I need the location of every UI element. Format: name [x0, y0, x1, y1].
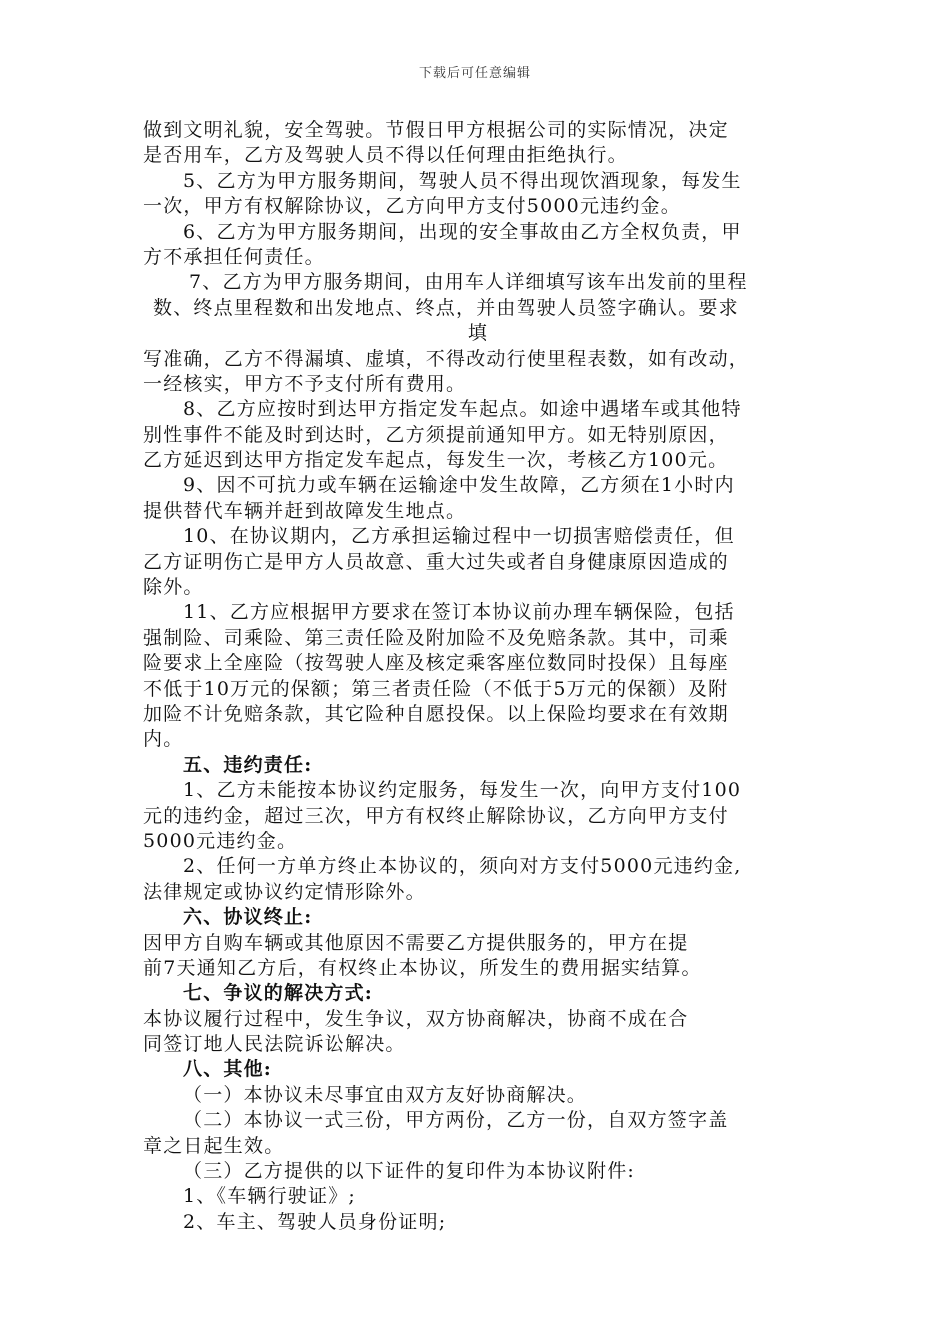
text-line: 法律规定或协议约定情形除外。 [143, 880, 426, 903]
text-line: （二）本协议一式三份，甲方两份，乙方一份，自双方签字盖 [183, 1109, 729, 1132]
text-line: 10、在协议期内，乙方承担运输过程中一切损害赔偿责任，但 [183, 525, 735, 548]
text-line: 做到文明礼貌，安全驾驶。节假日甲方根据公司的实际情况，决定 [143, 119, 729, 141]
section-heading: 八、其他: [183, 1058, 273, 1081]
text-line: 元的违约金，超过三次，甲方有权终止解除协议，乙方向甲方支付 [143, 804, 729, 827]
text-line: 一次，甲方有权解除协议，乙方向甲方支付5000元违约金。 [143, 195, 681, 218]
text-line: 因甲方自购车辆或其他原因不需要乙方提供服务的，甲方在提 [143, 931, 689, 954]
text-line: 险要求上全座险（按驾驶人座及核定乘客座位数同时投保）且每座 [143, 652, 729, 675]
text-line: 方不承担任何责任。 [143, 245, 325, 268]
text-line: 乙方延迟到达甲方指定发车起点，每发生一次，考核乙方100元。 [143, 449, 729, 472]
text-line: 同签订地人民法院诉讼解决。 [143, 1033, 406, 1056]
document-body [143, 118, 813, 1235]
text-line: 除外。 [143, 576, 204, 599]
text-line: 2、任何一方单方终止本协议的，须向对方支付5000元违约金, [183, 855, 742, 878]
text-line: 乙方证明伤亡是甲方人员故意、重大过失或者自身健康原因造成的 [143, 550, 729, 573]
text-line: 数、终点里程数和出发地点、终点，并由驾驶人员签字确认。要求 [153, 296, 739, 319]
text-line: 内。 [143, 728, 184, 751]
text-line: （一）本协议未尽事宜由双方友好协商解决。 [183, 1083, 588, 1106]
text-line: 1、乙方未能按本协议约定服务，每发生一次，向甲方支付100 [183, 779, 742, 802]
text-line: 本协议履行过程中，发生争议，双方协商解决，协商不成在合 [143, 1007, 689, 1030]
section-heading: 六、协议终止: [183, 906, 313, 929]
section-heading: 五、违约责任: [183, 753, 313, 776]
text-line: 1、《车辆行驶证》; [183, 1185, 356, 1208]
text-line: 5000元违约金。 [143, 829, 298, 852]
text-line: 加险不计免赔条款，其它险种自愿投保。以上保险均要求在有效期 [143, 702, 729, 725]
text-line: 5、乙方为甲方服务期间，驾驶人员不得出现饮酒现象，每发生 [183, 169, 742, 192]
text-line: 2、车主、驾驶人员身份证明; [183, 1210, 447, 1233]
section-heading: 七、争议的解决方式: [183, 982, 374, 1005]
text-line: 提供替代车辆并赶到故障发生地点。 [143, 499, 467, 522]
text-line: 别性事件不能及时到达时，乙方须提前通知甲方。如无特别原因， [143, 423, 729, 446]
text-line: 填 [467, 322, 489, 345]
text-line: 强制险、司乘险、第三责任险及附加险不及免赔条款。其中，司乘 [143, 626, 729, 649]
text-line: 是否用车，乙方及驾驶人员不得以任何理由拒绝执行。 [143, 144, 628, 167]
text-line: 不低于10万元的保额；第三者责任险（不低于5万元的保额）及附 [143, 677, 729, 700]
text-line: （三）乙方提供的以下证件的复印件为本协议附件: [183, 1160, 636, 1183]
text-line: 章之日起生效。 [143, 1134, 285, 1157]
text-line: 6、乙方为甲方服务期间，出现的安全事故由乙方全权负责，甲 [183, 220, 742, 243]
text-line: 9、因不可抗力或车辆在运输途中发生故障，乙方须在1小时内 [183, 474, 735, 497]
text-line: 前7天通知乙方后，有权终止本协议，所发生的费用据实结算。 [143, 956, 702, 979]
text-line: 一经核实，甲方不予支付所有费用。 [143, 372, 467, 395]
page-header: 下载后可任意编辑 [418, 66, 531, 81]
text-line: 11、乙方应根据甲方要求在签订本协议前办理车辆保险，包括 [183, 601, 735, 624]
text-line: 7、乙方为甲方服务期间，由用车人详细填写该车出发前的里程 [189, 271, 748, 294]
text-line: 写准确，乙方不得漏填、虚填，不得改动行使里程表数，如有改动， [143, 347, 750, 370]
text-line: 8、乙方应按时到达甲方指定发车起点。如途中遇堵车或其他特 [183, 398, 742, 421]
